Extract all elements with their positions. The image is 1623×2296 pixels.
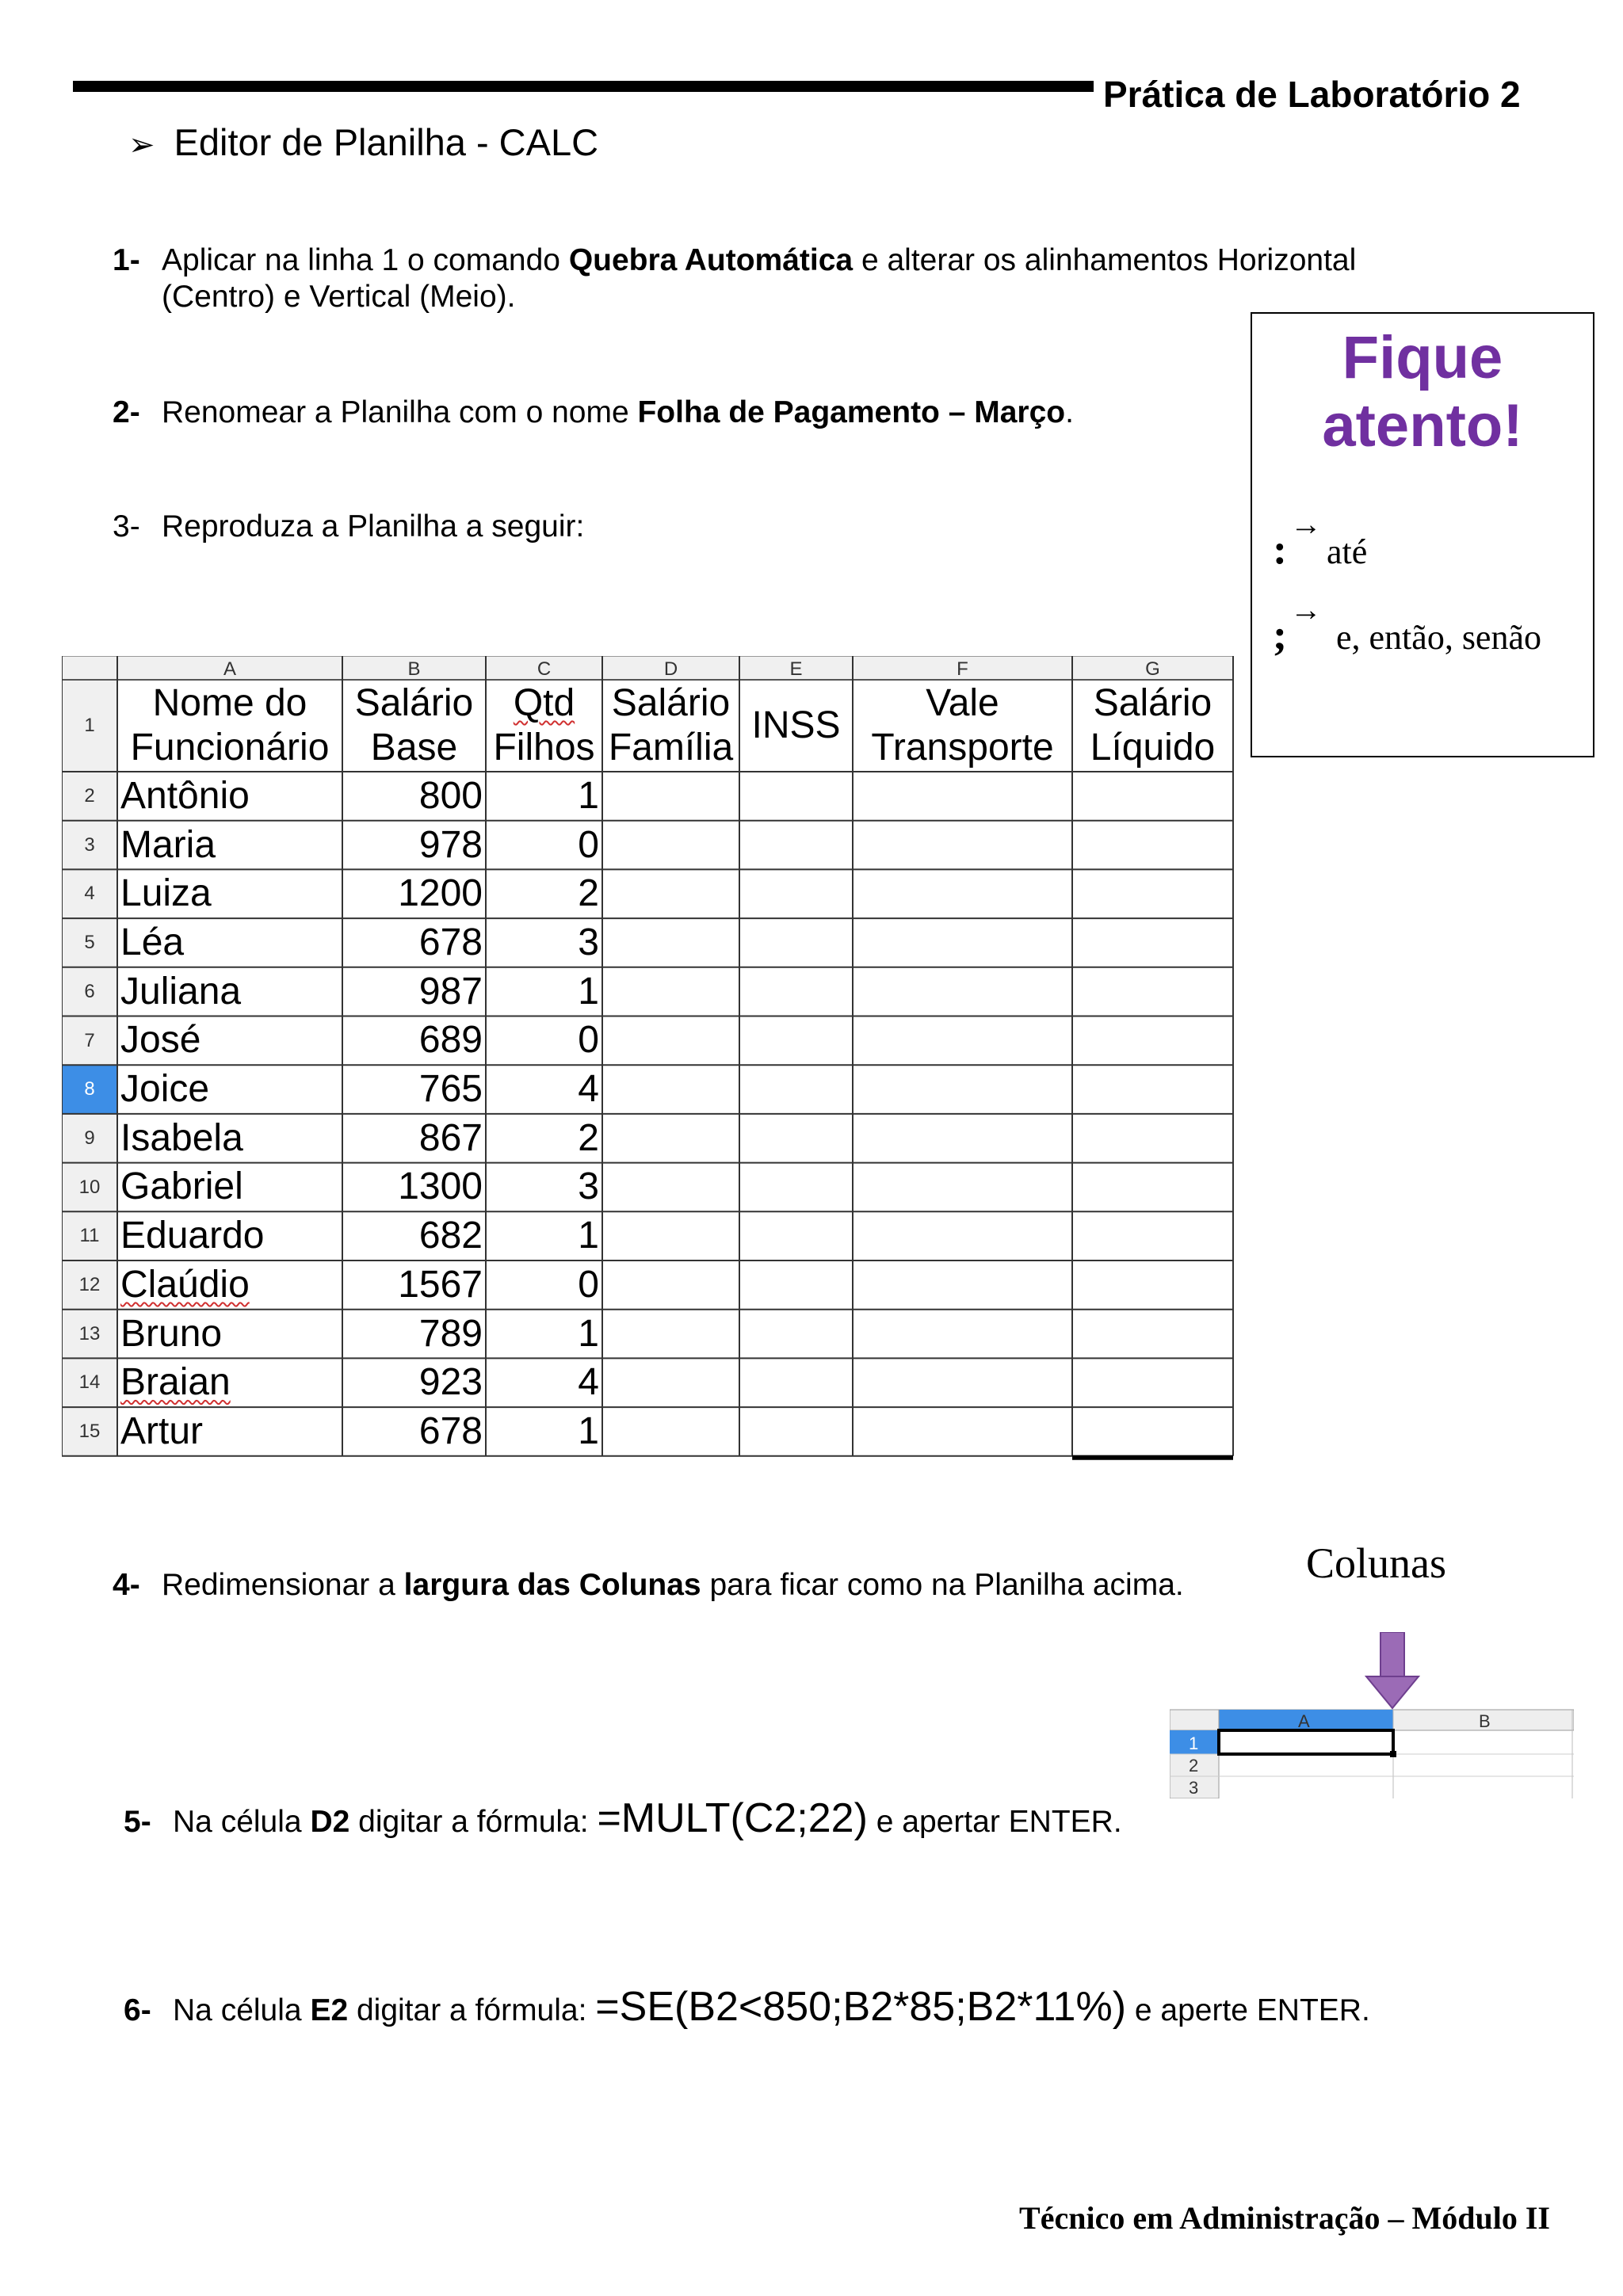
page-footer: Técnico em Administração – Módulo II	[1019, 2200, 1550, 2236]
header-cell-b[interactable]	[342, 681, 486, 770]
step-bold: largura das Colunas	[403, 1568, 701, 1602]
row-number-1: 1	[1189, 1733, 1199, 1753]
row-header-8[interactable]: 8	[84, 1078, 95, 1100]
row-header-4[interactable]: 4	[84, 883, 95, 905]
step-text: e aperte ENTER.	[1126, 1993, 1370, 2027]
column-header-c[interactable]: C	[537, 658, 552, 680]
row-header-11[interactable]: 11	[79, 1225, 100, 1247]
attention-title-line1: Fique	[1342, 324, 1503, 391]
row-number-2: 2	[1189, 1756, 1199, 1775]
row-header-15[interactable]: 15	[78, 1421, 101, 1443]
cell-base-salary[interactable]: 987	[418, 970, 483, 1013]
cell-base-salary[interactable]: 678	[418, 1409, 483, 1452]
header-cell-f[interactable]	[853, 681, 1072, 770]
columns-label: Colunas	[1306, 1539, 1447, 1587]
cell-children[interactable]: 3	[578, 1165, 599, 1208]
row-header-7[interactable]: 7	[84, 1029, 95, 1051]
cell-children[interactable]: 1	[578, 1409, 599, 1452]
cell-name[interactable]: Luiza	[120, 872, 212, 915]
step-1	[113, 242, 1356, 315]
column-header-g[interactable]: G	[1145, 658, 1160, 680]
step-text: Aplicar na linha 1 o comando	[162, 243, 569, 277]
cell-base-salary[interactable]: 682	[418, 1215, 483, 1257]
header-cell-text: Filhos	[493, 727, 595, 769]
cell-name[interactable]: Artur	[120, 1409, 204, 1452]
semicolon-symbol: ;	[1273, 611, 1287, 658]
cell-reference: E2	[310, 1993, 349, 2027]
row-header-5[interactable]: 5	[84, 932, 95, 954]
column-header-e[interactable]: E	[789, 658, 803, 680]
cell-children[interactable]: 4	[578, 1068, 599, 1111]
col-letter-b: B	[1479, 1711, 1491, 1731]
attention-title-line2: atento!	[1322, 392, 1523, 460]
cell-base-salary[interactable]: 1567	[398, 1263, 483, 1306]
header-cell-text: Salário	[1093, 682, 1212, 724]
step-text: Reproduza a Planilha a seguir:	[162, 509, 585, 543]
row-header-9[interactable]: 9	[84, 1127, 95, 1149]
header-cell-c[interactable]	[486, 681, 602, 770]
cell-children[interactable]: 2	[578, 872, 599, 915]
attention-box	[1251, 312, 1594, 757]
step-number: 2-	[113, 395, 140, 429]
cell-children[interactable]: 0	[578, 823, 599, 866]
note-meaning: e, então, senão	[1336, 618, 1541, 657]
cell-children[interactable]: 1	[578, 774, 599, 817]
row-header-12[interactable]: 12	[78, 1274, 101, 1295]
row-header-13[interactable]: 13	[78, 1322, 101, 1344]
step-number: 3-	[113, 509, 140, 543]
cell-name[interactable]: Maria	[120, 823, 216, 866]
cell-base-salary[interactable]: 867	[418, 1116, 483, 1159]
header-cell-text: Qtd	[513, 682, 575, 724]
column-header-d[interactable]: D	[663, 658, 678, 680]
cell-base-salary[interactable]: 1300	[398, 1165, 483, 1208]
section-subtitle	[128, 120, 598, 164]
cell-children[interactable]: 1	[578, 970, 599, 1013]
row-header-3[interactable]: 3	[84, 833, 95, 856]
cell-base-salary[interactable]: 800	[418, 774, 483, 817]
cell-base-salary[interactable]: 923	[418, 1361, 483, 1404]
cell-name[interactable]: Léa	[120, 921, 185, 963]
cell-name[interactable]: Juliana	[120, 970, 242, 1013]
header-cell-text: Nome do	[152, 682, 307, 724]
header-cell-text: Transporte	[871, 727, 1054, 769]
step-number: 6-	[124, 1993, 151, 2027]
page-title: Prática de Laboratório 2	[1103, 74, 1521, 115]
note-meaning: até	[1327, 532, 1368, 571]
step-text: digitar a fórmula:	[348, 1993, 596, 2027]
header-cell-text: Vale	[926, 682, 999, 724]
step-text-line2: (Centro) e Vertical (Meio).	[162, 280, 516, 314]
step-3	[113, 509, 584, 545]
colon-symbol: :	[1273, 525, 1287, 573]
header-cell-e[interactable]	[739, 704, 853, 748]
cell-children[interactable]: 0	[578, 1019, 599, 1062]
step-text: digitar a fórmula:	[349, 1805, 598, 1839]
column-header-a[interactable]: A	[223, 658, 236, 680]
step-text: .	[1065, 395, 1074, 429]
header-cell-text: Salário	[354, 682, 474, 724]
note-item-semicolon	[1273, 592, 1541, 659]
header-cell-text: Família	[608, 727, 734, 769]
cell-children[interactable]: 0	[578, 1263, 599, 1306]
cell-name[interactable]: Antônio	[120, 774, 250, 817]
step-number: 1-	[113, 243, 140, 277]
spreadsheet	[62, 656, 1245, 1466]
header-cell-text: Base	[370, 727, 458, 769]
step-2	[113, 395, 1074, 431]
header-cell-d[interactable]	[602, 681, 739, 770]
cell-children[interactable]: 1	[578, 1312, 599, 1355]
header-cell-a[interactable]	[117, 681, 342, 770]
cell-children[interactable]: 1	[578, 1215, 599, 1257]
row-header-10[interactable]: 10	[78, 1176, 101, 1198]
columns-diagram	[1170, 1632, 1574, 1798]
subtitle-text: Editor de Planilha - CALC	[174, 121, 599, 163]
formula: =SE(B2<850;B2*85;B2*11%)	[595, 1984, 1127, 2030]
cell-name[interactable]: Joice	[120, 1068, 210, 1111]
cell-children[interactable]: 3	[578, 921, 599, 963]
cell-name[interactable]: Claúdio	[120, 1263, 250, 1306]
arrow-right-icon: →	[1290, 592, 1322, 627]
arrow-bullet-icon: ➢	[128, 128, 155, 162]
header-cell-text	[486, 681, 602, 726]
formula: =MULT(C2;22)	[597, 1795, 868, 1841]
step-6	[124, 1984, 1370, 2030]
cell-children[interactable]: 4	[578, 1361, 599, 1404]
columns-diagram-grid	[1170, 1632, 1574, 1798]
column-header-b[interactable]: B	[407, 658, 421, 680]
step-text: Na célula	[173, 1805, 311, 1839]
cell-base-salary[interactable]: 789	[418, 1312, 483, 1355]
cell-name[interactable]: Isabela	[120, 1116, 243, 1159]
down-arrow-icon	[1366, 1632, 1419, 1708]
row-header-2[interactable]: 2	[84, 785, 95, 807]
header-cell-text: Salário	[611, 682, 731, 724]
cell-name[interactable]: Gabriel	[120, 1165, 243, 1208]
step-bold: Quebra Automática	[568, 243, 854, 277]
column-header-f[interactable]: F	[957, 658, 968, 680]
row-header-14[interactable]: 14	[78, 1371, 101, 1394]
step-number: 5-	[124, 1805, 151, 1839]
header-cell-text: INSS	[751, 704, 841, 746]
step-5	[124, 1795, 1122, 1841]
note-item-colon	[1273, 506, 1368, 574]
cell-base-salary[interactable]: 678	[418, 921, 483, 963]
step-text: e alterar os alinhamentos Horizontal	[853, 243, 1357, 277]
cell-base-salary[interactable]: 765	[418, 1068, 483, 1111]
cell-base-salary[interactable]: 978	[418, 823, 483, 866]
header-cell-text: Líquido	[1090, 727, 1216, 769]
step-text: Renomear a Planilha com o nome	[162, 395, 638, 429]
cell-reference: D2	[310, 1805, 350, 1839]
cell-name[interactable]: Bruno	[120, 1312, 223, 1355]
step-number: 4-	[113, 1568, 140, 1602]
step-text: Na célula	[173, 1993, 311, 2027]
header-rule	[73, 81, 1094, 92]
cell-children[interactable]: 2	[578, 1116, 599, 1159]
step-4	[113, 1567, 1184, 1604]
col-letter-a: A	[1298, 1711, 1310, 1731]
row-header-6[interactable]: 6	[84, 980, 95, 1002]
cell-name[interactable]: Eduardo	[120, 1215, 265, 1257]
header-cell-g[interactable]	[1072, 681, 1233, 770]
step-text: e apertar ENTER.	[867, 1805, 1122, 1839]
step-text: Redimensionar a	[162, 1568, 404, 1602]
row-header-1[interactable]: 1	[84, 715, 95, 736]
step-bold: Folha de Pagamento – Março	[637, 395, 1066, 429]
step-text: para ficar como na Planilha acima.	[701, 1568, 1184, 1602]
cell-name[interactable]: Braian	[120, 1361, 231, 1404]
cell-base-salary[interactable]: 1200	[398, 872, 483, 915]
header-cell-text: Funcionário	[130, 727, 330, 769]
row-number-3: 3	[1189, 1778, 1199, 1798]
cell-name[interactable]: José	[120, 1019, 201, 1062]
cell-base-salary[interactable]: 689	[418, 1019, 483, 1062]
arrow-right-icon: →	[1290, 506, 1322, 542]
